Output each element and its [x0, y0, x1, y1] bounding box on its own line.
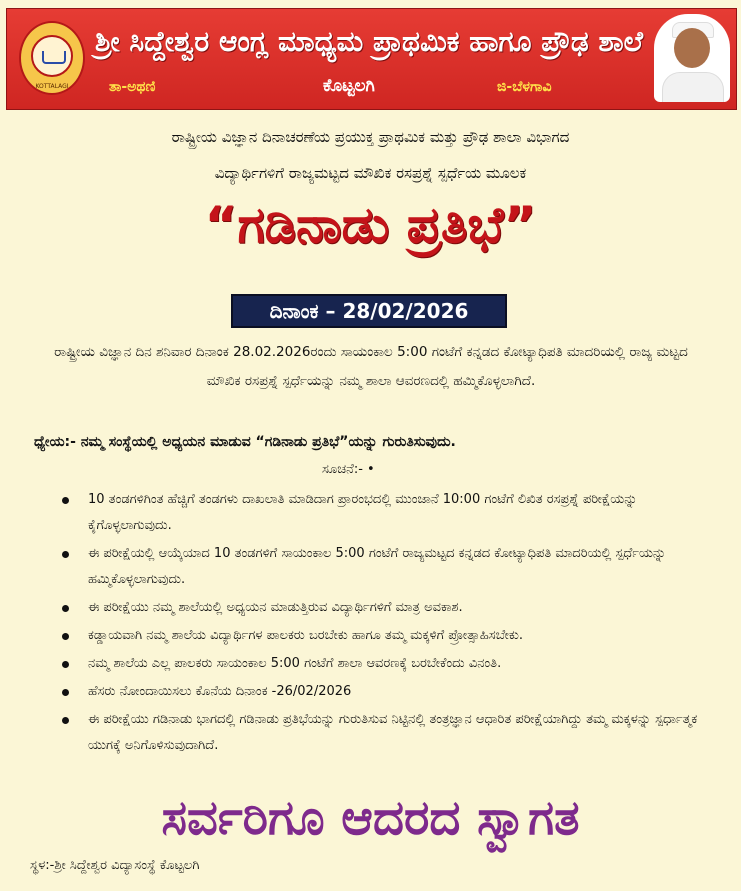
bullet-icon — [62, 497, 69, 504]
welcome-message: ಸರ್ವರಿಗೂ ಆದರದ ಸ್ವಾಗತ — [161, 790, 580, 846]
event-title: “ಗಡಿನಾಡು ಪ್ರತಿಭೆ” — [204, 196, 537, 254]
event-goal: ಧ್ಯೇಯ:- ನಮ್ಮ ಸಂಸ್ಥೆಯಲ್ಲಿ ಅಧ್ಯಯನ ಮಾಡುವ “ಗಡಿನಾಡು ಪ್ರತಿಭೆ”ಯನ್ನು ಗುರುತಿಸುವುದು. — [34, 434, 456, 450]
note-text: ಕಡ್ಡಾಯವಾಗಿ ನಮ್ಮ ಶಾಲೆಯ ವಿದ್ಯಾರ್ಥಿಗಳ ಪಾಲಕರು ಬರಬೇಕು ಹಾಗೂ ತಮ್ಮ ಮಕ್ಕಳಿಗೆ ಪ್ರೋತ್ಸಾಹಿಸಬೇಕು. — [88, 628, 523, 643]
school-logo — [19, 21, 85, 95]
list-item — [36, 541, 716, 593]
bullet-icon — [62, 551, 69, 558]
district-label: ಜಿ-ಬೆಳಗಾವಿ — [497, 79, 552, 95]
note-text: ಈ ಪರೀಕ್ಷೆಯು ನಮ್ಮ ಶಾಲೆಯಲ್ಲಿ ಅಧ್ಯಯನ ಮಾಡುತ್ತಿರುವ ವಿದ್ಯಾರ್ಥಿಗಳಿಗೆ ಮಾತ್ರ ಅವಕಾಶ. — [88, 600, 463, 615]
logo-emblem — [31, 35, 73, 77]
notes-label: ಸೂಚನೆ:- • — [322, 462, 375, 477]
logo-text: KOTTALAGI — [35, 83, 69, 90]
school-name: ಶ್ರೀ ಸಿದ್ದೇಶ್ವರ ಆಂಗ್ಲ ಮಾಧ್ಯಮ ಪ್ರಾಥಮಿಕ ಹಾಗೂ ಪ್ರೌಢ ಶಾಲೆ — [95, 25, 643, 58]
bullet-icon — [62, 633, 69, 640]
bullet-icon — [62, 689, 69, 696]
list-item — [36, 679, 716, 705]
notes-list — [36, 487, 716, 761]
list-item — [36, 623, 716, 649]
bullet-icon — [62, 605, 69, 612]
shirt-shape — [662, 72, 724, 102]
event-date: ದಿನಾಂಕ – 28/02/2026 — [231, 294, 507, 328]
venue-label: ಸ್ಥಳ:-ಶ್ರೀ ಸಿದ್ದೇಶ್ವರ ವಿದ್ಯಾಸಂಸ್ಥೆ ಕೊಟ್ಟಲಗಿ — [30, 858, 200, 873]
note-text: ಹೆಸರು ನೋಂದಾಯಿಸಲು ಕೊನೆಯ ದಿನಾಂಕ -26/02/2026 — [88, 684, 352, 699]
list-item — [36, 707, 716, 759]
list-item — [36, 595, 716, 621]
list-item — [36, 651, 716, 677]
bullet-icon — [62, 661, 69, 668]
note-text: 10 ತಂಡಗಳಿಗಿಂತ ಹೆಚ್ಚಿಗೆ ತಂಡಗಳು ದಾಖಲಾತಿ ಮಾಡಿದಾಗ ಪ್ರಾರಂಭದಲ್ಲಿ ಮುಂಜಾನೆ 10:00 ಗಂಟೆಗೆ ಲಿಖಿತ ರಸಪ್ರಶ್ನೆ ಪರೀಕ್ಷೆಯನ್ನು ಕೈಗೊಳ್ಳಲಾಗುವುದು. — [88, 492, 638, 533]
header-band — [6, 8, 737, 110]
intro-line-1: ರಾಷ್ಟ್ರೀಯ ವಿಜ್ಞಾನ ದಿನಾಚರಣೆಯ ಪ್ರಯುಕ್ತ ಪ್ರಾಥಮಿಕ ಮತ್ತು ಪ್ರೌಢ ಶಾಲಾ ವಿಭಾಗದ — [171, 128, 570, 146]
face-shape — [674, 28, 710, 68]
village-label: ಕೊಟ್ಟಲಗಿ — [323, 76, 375, 96]
founder-photo — [654, 14, 730, 102]
list-item — [36, 487, 716, 539]
event-description: ರಾಷ್ಟ್ರೀಯ ವಿಜ್ಞಾನ ದಿನ ಶನಿವಾರ ದಿನಾಂಕ 28.02.2026ರಂದು ಸಾಯಂಕಾಲ 5:00 ಗಂಟೆಗೆ ಕನ್ನಡದ ಕೋಟ್ಯಾಧಿಪತಿ ಮಾದರಿಯಲ್ಲಿ ರಾಜ್ಯ ಮಟ್ಟದ ಮೌಖಿಕ ರಸಪ್ರಶ್ನೆ ಸ್ಪರ್ಧೆಯನ್ನು ನಮ್ಮ ಶಾಲಾ ಆವರಣದಲ್ಲಿ ಹಮ್ಮಿಕೊಳ್ಳಲಾಗಿದೆ. — [54, 344, 688, 389]
note-text: ಈ ಪರೀಕ್ಷೆಯಲ್ಲಿ ಆಯ್ಕೆಯಾದ 10 ತಂಡಗಳಿಗೆ ಸಾಯಂಕಾಲ 5:00 ಗಂಟೆಗೆ ರಾಜ್ಯಮಟ್ಟದ ಕನ್ನಡದ ಕೋಟ್ಯಾಧಿಪತಿ ಮಾದರಿಯಲ್ಲಿ ಸ್ಪರ್ಧೆಯನ್ನು ಹಮ್ಮಿಕೊಳ್ಳಲಾಗುವುದು. — [88, 546, 667, 587]
book-icon — [42, 51, 66, 64]
note-text: ಈ ಪರೀಕ್ಷೆಯು ಗಡಿನಾಡು ಭಾಗದಲ್ಲಿ ಗಡಿನಾಡು ಪ್ರತಿಭೆಯನ್ನು ಗುರುತಿಸುವ ನಿಟ್ಟಿನಲ್ಲಿ ತಂತ್ರಜ್ಞಾನ ಆಧಾರಿತ ಪರೀಕ್ಷೆಯಾಗಿದ್ದು ತಮ್ಮ ಮಕ್ಕಳನ್ನು ಸ್ಪರ್ಧಾತ್ಮಕ ಯುಗಕ್ಕೆ ಅನಿಗೊಳಿಸುವುದಾಗಿದೆ. — [88, 712, 698, 753]
bullet-icon — [62, 717, 69, 724]
intro-line-2: ವಿದ್ಯಾರ್ಥಿಗಳಿಗೆ ರಾಜ್ಯಮಟ್ಟದ ಮೌಖಿಕ ರಸಪ್ರಶ್ನೆ ಸ್ಪರ್ಧೆಯ ಮೂಲಕ — [214, 164, 527, 182]
note-text: ನಮ್ಮ ಶಾಲೆಯ ಎಲ್ಲ ಪಾಲಕರು ಸಾಯಂಕಾಲ 5:00 ಗಂಟೆಗೆ ಶಾಲಾ ಆವರಣಕ್ಕೆ ಬರಬೇಕೆಂದು ವಿನಂತಿ. — [88, 656, 502, 671]
taluk-label: ತಾ-ಅಥಣಿ — [109, 79, 156, 95]
